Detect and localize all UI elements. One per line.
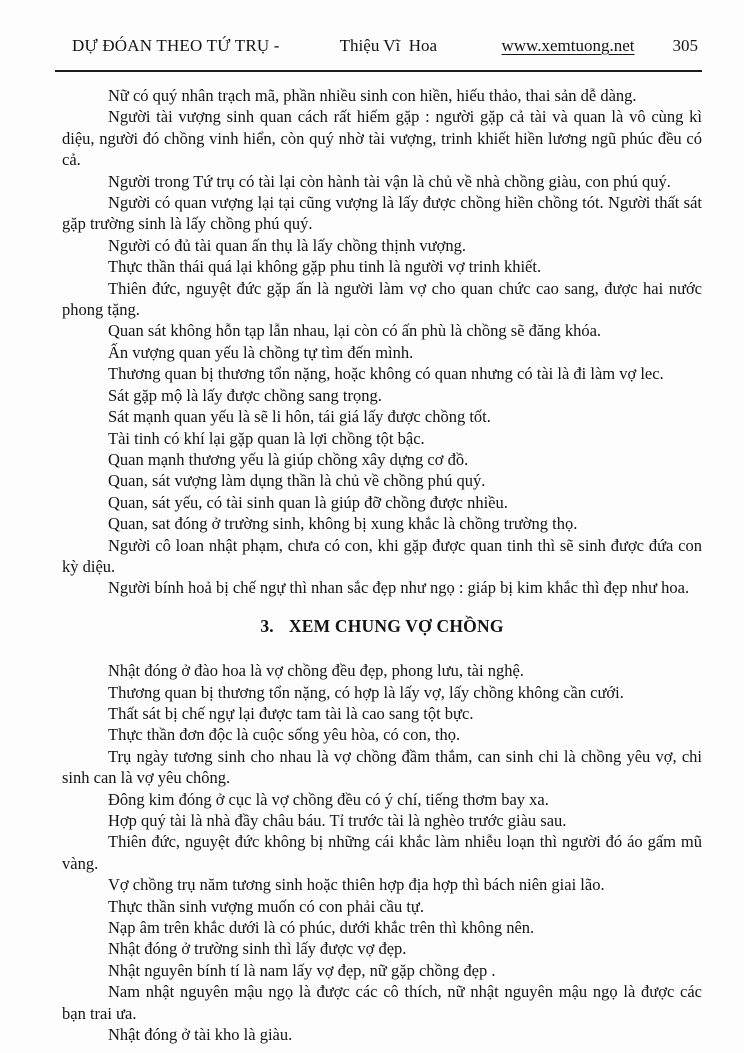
website-url: www.xemtuong.net xyxy=(501,36,635,55)
book-title: DỰ ĐÓAN THEO TỨ TRỤ - xyxy=(72,36,280,55)
paragraph: Nhật nguyên bính tí là nam lấy vợ đẹp, nữ gặp chồng đẹp . xyxy=(108,960,496,980)
page-number: 305 xyxy=(672,36,698,55)
author-name: Thiệu Vĩ Hoa xyxy=(339,36,438,55)
paragraph: Ấn vượng quan yếu là chồng tự tìm đến mình. xyxy=(108,342,414,362)
paragraph: Quan, sat đóng ở trường sinh, không bị xung khắc là chồng trường thọ. xyxy=(108,514,578,534)
paragraph: Tài tinh có khí lại gặp quan là lợi chồng tột bậc. xyxy=(108,428,425,448)
paragraph: Trụ ngày tương sinh cho nhau là vợ chồng đầm thắm, can sinh chi là chồng yêu vợ, chi sinh can là vợ yêu chông. xyxy=(62,746,702,788)
paragraph: Thương quan bị thương tổn nặng, hoặc không có quan nhưng có tài là đi làm vợ lec. xyxy=(108,364,664,384)
paragraph: Quan sát không hỗn tạp lẫn nhau, lại còn có ấn phù là chồng sẽ đăng khóa. xyxy=(108,321,602,341)
paragraph: Thương quan bị thương tổn nặng, có hợp là lấy vợ, lấy chồng không cần cưới. xyxy=(108,682,624,702)
section1-paragraphs xyxy=(62,85,702,599)
paragraph: Người bính hoả bị chế ngự thì nhan sắc đẹp như ngọ : giáp bị kim khắc thì đẹp như hoa. xyxy=(108,578,690,598)
section2-paragraphs xyxy=(62,660,702,1045)
paragraph: Nạp âm trên khắc dưới là có phúc, dưới khắc trên thì không nên. xyxy=(108,918,535,938)
paragraph: Nam nhật nguyên mậu ngọ là được các cô thích, nữ nhật nguyên mậu ngọ là được các bạn trai ưa. xyxy=(62,982,702,1023)
paragraph: Người cô loan nhật phạm, chưa có con, khi gặp được quan tinh thì sẽ sinh được đứa con kỳ diệu. xyxy=(62,535,702,576)
section-title: XEM CHUNG VỢ CHỒNG xyxy=(288,615,504,636)
paragraph: Thực thần sinh vượng muốn có con phải cầu tự. xyxy=(108,896,424,916)
paragraph: Thực thần thái quá lại không gặp phu tinh là người vợ trinh khiết. xyxy=(108,257,542,277)
paragraph: Thất sát bị chế ngự lại được tam tài là cao sang tột bực. xyxy=(108,703,474,723)
paragraph: Nhật đóng ở đào hoa là vợ chồng đều đẹp, phong lưu, tài nghệ. xyxy=(108,661,524,681)
paragraph: Nhật đóng ở tài kho là giàu. xyxy=(108,1025,293,1045)
paragraph: Quan mạnh thương yếu là giúp chồng xây dựng cơ đồ. xyxy=(108,449,469,469)
paragraph: Quan, sát yếu, có tài sinh quan là giúp đỡ chồng được nhiều. xyxy=(108,492,508,512)
paragraph: Nữ có quý nhân trạch mã, phần nhiều sinh con hiền, hiếu thảo, thai sản dễ dàng. xyxy=(108,86,637,105)
paragraph: Người trong Tứ trụ có tài lại còn hành tài vận là chủ về nhà chồng giàu, con phú quý. xyxy=(108,171,671,191)
paragraph: Vợ chồng trụ năm tương sinh hoặc thiên hợp địa hợp thì bách niên giai lão. xyxy=(108,875,605,895)
page-header xyxy=(55,36,702,72)
paragraph: Người tài vượng sinh quan cách rất hiếm gặp : người gặp cả tài và quan là vô cùng kì diệu, người đó chồng vinh hiển, còn quý nhờ tài vượng, trinh khiết hiền lương ngũ phúc đều có cả. xyxy=(62,107,702,170)
paragraph: Hợp quý tài là nhà đầy châu báu. Tỉ trước tài là nghèo trước giàu sau. xyxy=(108,811,567,830)
paragraph: Người có quan vượng lại tại cũng vượng là lấy được chồng hiền chồng tót. Người thất sát gặp trường sinh là lấy chồng phú quý. xyxy=(62,193,702,234)
section-wife-husband-signs xyxy=(62,85,702,1045)
paragraph: Sát mạnh quan yếu là sẽ li hôn, tái giá lấy được chồng tốt. xyxy=(108,407,491,427)
paragraph: Đông kim đóng ở cục là vợ chồng đều có ý chí, tiếng thơm bay xa. xyxy=(108,789,549,809)
paragraph: Nhật đóng ở trường sinh thì lấy được vợ đẹp. xyxy=(108,939,407,959)
paragraph: Thiên đức, nguyệt đức không bị những cái khắc làm nhiễu loạn thì người đó áo gấm mũ vàng. xyxy=(62,832,702,873)
paragraph: Sát gặp mộ là lấy được chồng sang trọng. xyxy=(108,385,382,405)
paragraph: Thực thần đơn độc là cuộc sống yêu hòa, có con, thọ. xyxy=(108,725,461,745)
paragraph: Người có đủ tài quan ấn thụ là lấy chồng thịnh vượng. xyxy=(108,235,466,255)
section-number: 3. xyxy=(260,615,274,636)
paragraph: Thiên đức, nguyệt đức gặp ấn là người làm vợ cho quan chức cao sang, được hai nước phong tặng. xyxy=(62,278,702,320)
paragraph: Quan, sát vượng làm dụng thần là chủ về chồng phú quý. xyxy=(108,471,486,491)
section-heading xyxy=(62,616,702,637)
